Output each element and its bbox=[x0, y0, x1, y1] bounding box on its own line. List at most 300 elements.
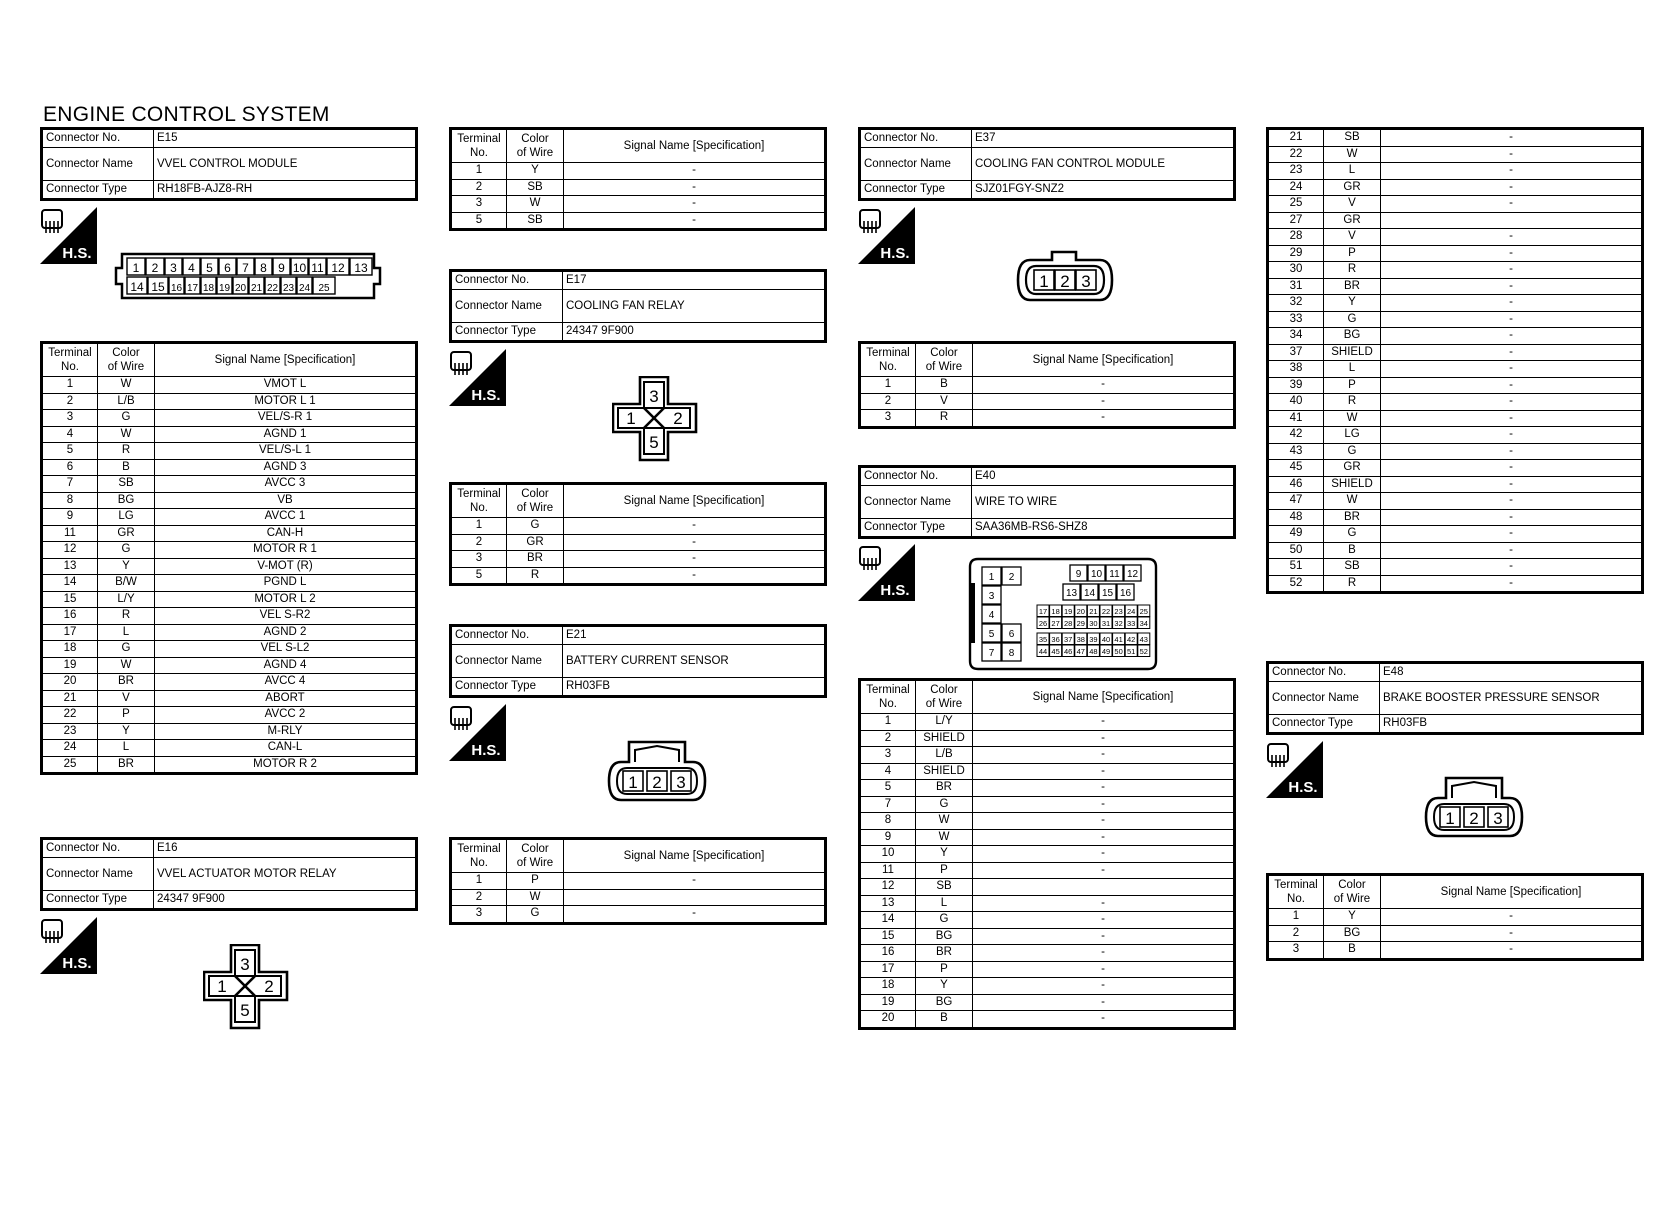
table-row bbox=[860, 846, 1235, 863]
table-row bbox=[1268, 295, 1643, 312]
signal-cell: - bbox=[973, 780, 1235, 797]
e40-connector-type: SAA36MB-RS6-SHZ8 bbox=[972, 519, 1235, 538]
terminal-cell: 48 bbox=[1268, 509, 1324, 526]
pin-label: 5 bbox=[206, 261, 213, 275]
terminal-cell: 14 bbox=[42, 575, 98, 592]
wire-color-cell: L bbox=[1324, 163, 1381, 180]
signal-cell: - bbox=[1381, 245, 1643, 262]
wire-color-cell: BR bbox=[1324, 278, 1381, 295]
table-row bbox=[1268, 493, 1643, 510]
table-header-row bbox=[451, 484, 826, 518]
table-row bbox=[42, 591, 417, 608]
signal-cell: - bbox=[973, 945, 1235, 962]
terminal-cell: 40 bbox=[1268, 394, 1324, 411]
header-color-line2: of Wire bbox=[516, 147, 554, 159]
e48-sensor-svg bbox=[1422, 776, 1526, 840]
signal-cell: CAN-L bbox=[155, 740, 417, 757]
pin-label: 2 bbox=[652, 773, 662, 792]
e37-info-table bbox=[858, 127, 1236, 201]
wire-color-cell: BR bbox=[916, 780, 973, 797]
wire-color-cell: G bbox=[1324, 526, 1381, 543]
signal-cell: - bbox=[1381, 559, 1643, 576]
pin-label: 18 bbox=[202, 283, 215, 294]
signal-header: Signal Name [Specification] bbox=[564, 484, 826, 518]
wire-color-cell: W bbox=[1324, 493, 1381, 510]
signal-cell: - bbox=[1381, 361, 1643, 378]
terminal-cell: 3 bbox=[451, 906, 507, 924]
e16-info-table bbox=[40, 837, 418, 911]
wire-color-cell: G bbox=[507, 518, 564, 535]
wire-color-cell: G bbox=[507, 906, 564, 924]
wire-color-cell: B bbox=[1324, 942, 1381, 960]
signal-cell: AVCC 2 bbox=[155, 707, 417, 724]
pin-label: 9 bbox=[278, 261, 285, 275]
signal-cell: - bbox=[1381, 443, 1643, 460]
signal-cell: - bbox=[564, 534, 826, 551]
pin-label: 49 bbox=[1101, 647, 1111, 656]
terminal-cell: 3 bbox=[451, 551, 507, 568]
e37-pin-group bbox=[1034, 270, 1096, 291]
signal-cell: - bbox=[973, 978, 1235, 995]
table-row bbox=[42, 558, 417, 575]
signal-cell: - bbox=[973, 796, 1235, 813]
pin-label: 14 bbox=[1083, 588, 1096, 599]
table-row bbox=[1268, 328, 1643, 345]
connector-no-label: Connector No. bbox=[42, 839, 154, 858]
pin-label: 21 bbox=[1089, 607, 1098, 616]
signal-cell: AVCC 4 bbox=[155, 674, 417, 691]
e48-terminal-table bbox=[1266, 873, 1644, 961]
signal-cell: - bbox=[973, 730, 1235, 747]
pin-label: 1 bbox=[1445, 809, 1455, 828]
wire-color-cell: R bbox=[1324, 575, 1381, 593]
e16-connector-type: 24347 9F900 bbox=[154, 891, 417, 910]
terminal-cell: 13 bbox=[42, 558, 98, 575]
pin-label: 3 bbox=[240, 955, 250, 974]
pin-label: 8 bbox=[260, 261, 267, 275]
pin-label: 30 bbox=[1089, 619, 1098, 628]
wire-color-cell: BR bbox=[507, 551, 564, 568]
table-row bbox=[1268, 460, 1643, 477]
signal-cell: VEL/S-L 1 bbox=[155, 443, 417, 460]
wire-color-cell: P bbox=[1324, 377, 1381, 394]
wire-color-cell: P bbox=[916, 862, 973, 879]
table-row bbox=[42, 393, 417, 410]
signal-cell: - bbox=[564, 163, 826, 180]
connector-type-label: Connector Type bbox=[860, 519, 972, 538]
header-color-line2: of Wire bbox=[925, 698, 963, 710]
signal-cell: - bbox=[1381, 129, 1643, 147]
wire-color-cell: Y bbox=[916, 846, 973, 863]
terminal-cell: 32 bbox=[1268, 295, 1324, 312]
wire-color-cell: BG bbox=[916, 928, 973, 945]
wire-color-cell: GR bbox=[1324, 212, 1381, 229]
e21-connector-no: E21 bbox=[563, 626, 826, 645]
signal-cell: VB bbox=[155, 492, 417, 509]
pin-label: 7 bbox=[988, 648, 995, 659]
terminal-cell: 39 bbox=[1268, 377, 1324, 394]
pin-label: 11 bbox=[311, 261, 324, 275]
terminal-cell: 1 bbox=[1268, 909, 1324, 926]
table-row bbox=[42, 707, 417, 724]
pin-label: 21 bbox=[250, 283, 263, 294]
wire-color-cell: P bbox=[98, 707, 155, 724]
wire-color-cell: B/W bbox=[98, 575, 155, 592]
wire-color-cell: R bbox=[916, 410, 973, 428]
pin-label: 13 bbox=[1065, 588, 1078, 599]
header-terminal-line2: No. bbox=[470, 857, 488, 869]
e17-connector-no: E17 bbox=[563, 271, 826, 290]
wire-color-cell: SB bbox=[1324, 559, 1381, 576]
table-row bbox=[860, 895, 1235, 912]
pin-label: 15 bbox=[1101, 588, 1114, 599]
wire-color-cell: BG bbox=[1324, 925, 1381, 942]
pin-label: 45 bbox=[1051, 647, 1060, 656]
table-row bbox=[1268, 278, 1643, 295]
table-row bbox=[1268, 526, 1643, 543]
table-row bbox=[860, 747, 1235, 764]
signal-cell: - bbox=[1381, 394, 1643, 411]
header-color-line2: of Wire bbox=[1333, 893, 1371, 905]
terminal-cell: 19 bbox=[42, 657, 98, 674]
terminal-cell: 50 bbox=[1268, 542, 1324, 559]
hs-label: H.S. bbox=[62, 245, 92, 262]
terminal-cell: 2 bbox=[451, 889, 507, 906]
page-title: ENGINE CONTROL SYSTEM bbox=[43, 103, 330, 126]
table-row bbox=[860, 912, 1235, 929]
e21-connector-diagram bbox=[605, 740, 709, 809]
hs-icon bbox=[858, 544, 915, 601]
e15-terminal-table bbox=[40, 341, 418, 775]
table-row bbox=[42, 426, 417, 443]
header-terminal-line2: No. bbox=[61, 361, 79, 373]
wire-color-cell: BR bbox=[98, 674, 155, 691]
signal-cell: - bbox=[564, 551, 826, 568]
pin-label: 2 bbox=[1469, 809, 1479, 828]
table-row bbox=[1268, 443, 1643, 460]
header-terminal-line1: Terminal bbox=[457, 488, 501, 500]
signal-cell: PGND L bbox=[155, 575, 417, 592]
pin-label: 33 bbox=[1127, 619, 1136, 628]
table-row bbox=[1268, 925, 1643, 942]
table-row bbox=[42, 492, 417, 509]
hs-icon bbox=[40, 207, 97, 264]
signal-cell: - bbox=[973, 994, 1235, 1011]
table-row bbox=[1268, 196, 1643, 213]
header-color-line1: Color bbox=[1338, 879, 1366, 891]
table-row bbox=[1268, 163, 1643, 180]
signal-header: Signal Name [Specification] bbox=[564, 129, 826, 163]
wire-color-cell: P bbox=[916, 961, 973, 978]
table-row bbox=[42, 674, 417, 691]
signal-header: Signal Name [Specification] bbox=[973, 343, 1235, 377]
table-row bbox=[451, 551, 826, 568]
e17-terminal-table bbox=[449, 482, 827, 586]
terminal-cell: 4 bbox=[42, 426, 98, 443]
pin-label: 25 bbox=[1139, 607, 1148, 616]
wire-color-cell: W bbox=[507, 889, 564, 906]
signal-cell: - bbox=[973, 763, 1235, 780]
hs-icon bbox=[858, 207, 915, 264]
signal-cell: - bbox=[1381, 311, 1643, 328]
terminal-cell: 3 bbox=[42, 410, 98, 427]
terminal-cell: 17 bbox=[42, 624, 98, 641]
pin-label: 20 bbox=[234, 283, 247, 294]
e48-connector-diagram bbox=[1422, 776, 1526, 845]
pin-label: 39 bbox=[1089, 635, 1098, 644]
signal-cell: - bbox=[973, 862, 1235, 879]
terminal-cell: 29 bbox=[1268, 245, 1324, 262]
pin-label: 20 bbox=[1076, 607, 1085, 616]
connector-type-label: Connector Type bbox=[42, 181, 154, 200]
signal-header: Signal Name [Specification] bbox=[973, 680, 1235, 714]
wire-color-cell: B bbox=[916, 1011, 973, 1029]
terminal-cell: 49 bbox=[1268, 526, 1324, 543]
pin-label: 7 bbox=[242, 261, 249, 275]
connector-name-label: Connector Name bbox=[42, 148, 154, 181]
pin-label: 19 bbox=[1064, 607, 1073, 616]
pin-label: 41 bbox=[1114, 635, 1123, 644]
table-row bbox=[1268, 129, 1643, 147]
pin-label: 27 bbox=[1051, 619, 1060, 628]
terminal-cell: 43 bbox=[1268, 443, 1324, 460]
signal-header: Signal Name [Specification] bbox=[1381, 875, 1643, 909]
pin-label: 2 bbox=[264, 977, 274, 996]
color-header bbox=[507, 129, 564, 163]
pin-label: 2 bbox=[1060, 272, 1070, 291]
signal-cell: V-MOT (R) bbox=[155, 558, 417, 575]
signal-cell: - bbox=[973, 747, 1235, 764]
table-row bbox=[1268, 229, 1643, 246]
terminal-cell: 9 bbox=[42, 509, 98, 526]
pin-label: 1 bbox=[628, 773, 638, 792]
e37-terminal-grid bbox=[858, 341, 1236, 429]
table-row bbox=[1268, 311, 1643, 328]
table-row bbox=[1268, 476, 1643, 493]
connector-type-label: Connector Type bbox=[860, 181, 972, 200]
signal-cell: - bbox=[1381, 229, 1643, 246]
pin-label: 29 bbox=[1076, 619, 1085, 628]
table-row bbox=[1268, 344, 1643, 361]
color-header bbox=[507, 839, 564, 873]
wire-color-cell: SB bbox=[1324, 129, 1381, 147]
wire-color-cell: G bbox=[1324, 311, 1381, 328]
terminal-cell: 11 bbox=[42, 525, 98, 542]
connector-no-label: Connector No. bbox=[860, 467, 972, 486]
wire-color-cell: Y bbox=[916, 978, 973, 995]
terminal-cell: 6 bbox=[42, 459, 98, 476]
header-color-line2: of Wire bbox=[516, 502, 554, 514]
signal-header: Signal Name [Specification] bbox=[155, 343, 417, 377]
hs-label: H.S. bbox=[880, 582, 910, 599]
signal-cell: - bbox=[1381, 575, 1643, 593]
hs-label: H.S. bbox=[471, 387, 501, 404]
table-row bbox=[860, 961, 1235, 978]
table-row bbox=[860, 780, 1235, 797]
wire-color-cell: BR bbox=[916, 945, 973, 962]
pin-label: 5 bbox=[649, 433, 659, 452]
terminal-cell: 21 bbox=[42, 690, 98, 707]
e21-terminal-table bbox=[449, 837, 827, 925]
header-color-line1: Color bbox=[112, 347, 140, 359]
wire-color-cell: GR bbox=[1324, 460, 1381, 477]
signal-cell: AVCC 3 bbox=[155, 476, 417, 493]
table-row bbox=[42, 443, 417, 460]
signal-cell: - bbox=[1381, 377, 1643, 394]
table-row bbox=[860, 879, 1235, 896]
table-row bbox=[1268, 542, 1643, 559]
e15-pin-group bbox=[127, 258, 372, 294]
signal-cell: VEL/S-R 1 bbox=[155, 410, 417, 427]
connector-type-label: Connector Type bbox=[42, 891, 154, 910]
terminal-no-header bbox=[451, 484, 507, 518]
e37-connector-no: E37 bbox=[972, 129, 1235, 148]
connector-name-label: Connector Name bbox=[860, 486, 972, 519]
terminal-cell: 2 bbox=[860, 393, 916, 410]
hs-label: H.S. bbox=[62, 955, 92, 972]
table-row bbox=[860, 978, 1235, 995]
pin-label: 1 bbox=[132, 261, 140, 275]
table-header-row bbox=[451, 129, 826, 163]
hs-label: H.S. bbox=[880, 245, 910, 262]
e40-connector-no: E40 bbox=[972, 467, 1235, 486]
signal-cell: - bbox=[564, 179, 826, 196]
terminal-cell: 20 bbox=[42, 674, 98, 691]
terminal-cell: 8 bbox=[42, 492, 98, 509]
terminal-cell: 1 bbox=[860, 714, 916, 731]
table-row bbox=[42, 509, 417, 526]
table-row bbox=[860, 813, 1235, 830]
signal-cell: - bbox=[1381, 493, 1643, 510]
pin-label: 22 bbox=[266, 283, 279, 294]
header-terminal-line1: Terminal bbox=[457, 843, 501, 855]
e21-connector-name: BATTERY CURRENT SENSOR bbox=[563, 645, 826, 678]
table-row bbox=[42, 608, 417, 625]
table-row bbox=[1268, 427, 1643, 444]
terminal-cell: 41 bbox=[1268, 410, 1324, 427]
wire-color-cell: G bbox=[1324, 443, 1381, 460]
e48-connector-name: BRAKE BOOSTER PRESSURE SENSOR bbox=[1380, 682, 1643, 715]
hs-badge-svg bbox=[1266, 741, 1323, 798]
hs-label: H.S. bbox=[1288, 779, 1318, 796]
wire-color-cell: V bbox=[98, 690, 155, 707]
e17-connector-name: COOLING FAN RELAY bbox=[563, 290, 826, 323]
wire-color-cell: G bbox=[98, 410, 155, 427]
terminal-cell: 16 bbox=[860, 945, 916, 962]
e37-connector-type: SJZ01FGY-SNZ2 bbox=[972, 181, 1235, 200]
wire-color-cell: Y bbox=[1324, 909, 1381, 926]
wire-color-cell: W bbox=[98, 377, 155, 394]
terminal-cell: 5 bbox=[860, 780, 916, 797]
signal-cell: - bbox=[973, 377, 1235, 394]
pin-label: 10 bbox=[1090, 569, 1103, 580]
pin-label: 11 bbox=[1109, 569, 1120, 580]
hs-badge-svg bbox=[40, 207, 97, 264]
pin-label: 3 bbox=[170, 261, 177, 275]
signal-cell: - bbox=[1381, 410, 1643, 427]
table-row bbox=[1268, 179, 1643, 196]
e37-connector-svg bbox=[1014, 250, 1116, 304]
signal-cell: - bbox=[973, 829, 1235, 846]
terminal-cell: 18 bbox=[42, 641, 98, 658]
pin-label: 12 bbox=[1126, 569, 1139, 580]
signal-cell: - bbox=[973, 393, 1235, 410]
pin-label: 42 bbox=[1127, 635, 1136, 644]
wire-color-cell: B bbox=[98, 459, 155, 476]
pin-label: 1 bbox=[1039, 272, 1049, 291]
signal-cell: VEL S-L2 bbox=[155, 641, 417, 658]
terminal-no-header bbox=[1268, 875, 1324, 909]
signal-cell: - bbox=[1381, 526, 1643, 543]
terminal-cell: 5 bbox=[451, 212, 507, 230]
terminal-cell: 10 bbox=[860, 846, 916, 863]
e40-connector-name: WIRE TO WIRE bbox=[972, 486, 1235, 519]
table-row bbox=[1268, 410, 1643, 427]
wire-color-cell: Y bbox=[98, 723, 155, 740]
signal-cell: - bbox=[1381, 262, 1643, 279]
table-header-row bbox=[860, 343, 1235, 377]
header-terminal-line1: Terminal bbox=[48, 347, 92, 359]
table-header-row bbox=[860, 680, 1235, 714]
e16-connector-name: VVEL ACTUATOR MOTOR RELAY bbox=[154, 858, 417, 891]
e15-connector-svg bbox=[112, 248, 387, 304]
wire-color-cell: V bbox=[1324, 196, 1381, 213]
terminal-cell: 15 bbox=[860, 928, 916, 945]
table-row bbox=[451, 567, 826, 585]
terminal-cell: 24 bbox=[42, 740, 98, 757]
header-color-line1: Color bbox=[930, 347, 958, 359]
pin-label: 1 bbox=[626, 409, 636, 428]
signal-cell: - bbox=[1381, 476, 1643, 493]
signal-cell: - bbox=[564, 906, 826, 924]
terminal-cell: 21 bbox=[1268, 129, 1324, 147]
wire-color-cell: L bbox=[98, 740, 155, 757]
pin-label: 5 bbox=[240, 1001, 250, 1020]
table-row bbox=[860, 730, 1235, 747]
color-header bbox=[916, 343, 973, 377]
wire-color-cell: Y bbox=[507, 163, 564, 180]
header-terminal-line1: Terminal bbox=[866, 684, 910, 696]
terminal-cell: 2 bbox=[42, 393, 98, 410]
pin-label: 46 bbox=[1064, 647, 1073, 656]
header-color-line2: of Wire bbox=[925, 361, 963, 373]
table-row bbox=[451, 873, 826, 890]
terminal-cell: 27 bbox=[1268, 212, 1324, 229]
e48-terminal-grid bbox=[1266, 873, 1644, 961]
signal-cell: - bbox=[1381, 146, 1643, 163]
header-terminal-line1: Terminal bbox=[866, 347, 910, 359]
table-row bbox=[42, 542, 417, 559]
terminal-no-header bbox=[860, 680, 916, 714]
terminal-cell: 1 bbox=[42, 377, 98, 394]
pin-label: 15 bbox=[151, 280, 165, 294]
pin-label: 48 bbox=[1089, 647, 1098, 656]
table-row bbox=[42, 624, 417, 641]
pin-label: 2 bbox=[151, 261, 159, 275]
signal-cell: - bbox=[1381, 179, 1643, 196]
terminal-no-header bbox=[860, 343, 916, 377]
e15-terminal-grid bbox=[40, 341, 418, 775]
connector-name-label: Connector Name bbox=[451, 290, 563, 323]
pin-label: 23 bbox=[282, 283, 295, 294]
wire-color-cell: Y bbox=[98, 558, 155, 575]
e16-connector-no: E16 bbox=[154, 839, 417, 858]
terminal-cell: 12 bbox=[860, 879, 916, 896]
wire-color-cell: P bbox=[507, 873, 564, 890]
connector-no-label: Connector No. bbox=[451, 626, 563, 645]
connector-type-label: Connector Type bbox=[451, 323, 563, 342]
e48-connector-no: E48 bbox=[1380, 663, 1643, 682]
